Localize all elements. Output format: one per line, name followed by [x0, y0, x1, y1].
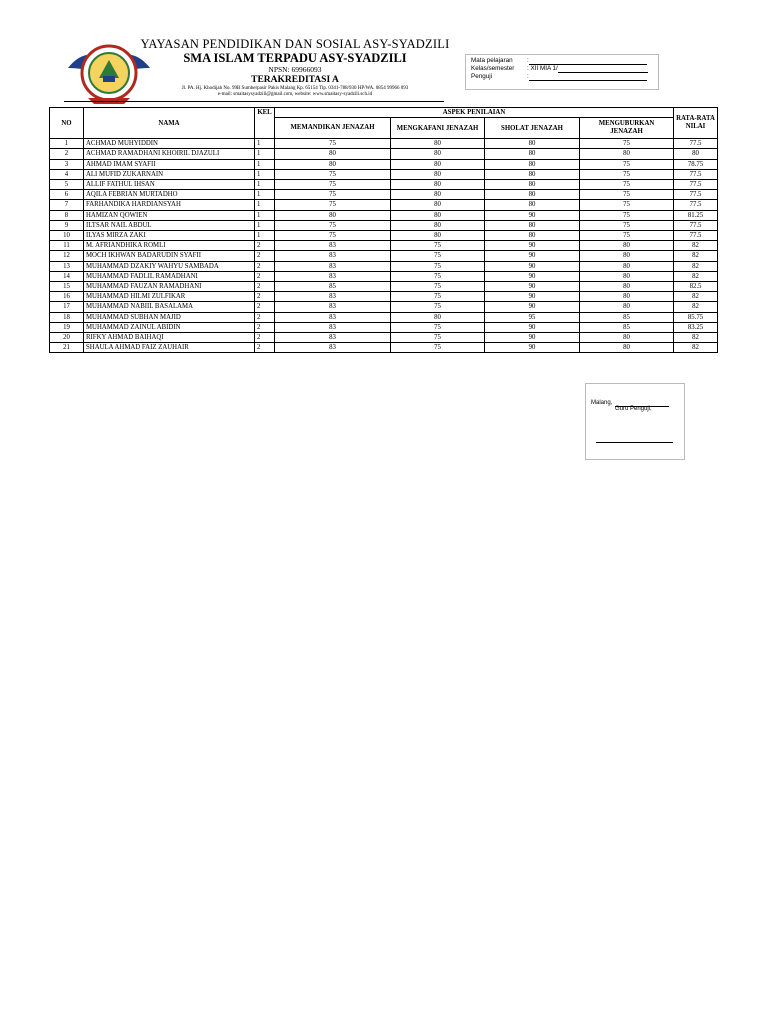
- class-line: [558, 65, 648, 73]
- accreditation: TERAKREDITASI A: [251, 74, 339, 85]
- cell-kel: 1: [255, 149, 275, 159]
- header-nama: NAMA: [84, 108, 255, 139]
- cell-no: 11: [50, 241, 84, 251]
- cell-no: 19: [50, 322, 84, 332]
- cell-sholat: 80: [485, 220, 580, 230]
- letterhead-divider: [64, 101, 444, 102]
- table-row: [50, 220, 718, 230]
- cell-menguburkan: 75: [580, 220, 674, 230]
- cell-mengkafani: 75: [391, 241, 485, 251]
- cell-no: 15: [50, 282, 84, 292]
- cell-memandikan: 75: [275, 231, 391, 241]
- cell-mengkafani: 80: [391, 139, 485, 149]
- cell-menguburkan: 85: [580, 312, 674, 322]
- cell-sholat: 90: [485, 282, 580, 292]
- table-row: [50, 190, 718, 200]
- cell-nama: ALI MUFID ZUKARNAIN: [84, 169, 255, 179]
- cell-nama: MUHAMMAD ZAINUL ABIDIN: [84, 322, 255, 332]
- table-row: [50, 322, 718, 332]
- letterhead: [140, 38, 450, 97]
- cell-menguburkan: 80: [580, 282, 674, 292]
- cell-memandikan: 83: [275, 333, 391, 343]
- cell-mengkafani: 80: [391, 231, 485, 241]
- cell-memandikan: 83: [275, 322, 391, 332]
- header-menguburkan: [580, 118, 674, 139]
- cell-rata: 82: [674, 333, 718, 343]
- address: Jl. PA. Hj. Khodijah No. 99B Sumberpasir Pakis Malang Kp. 65154 Tlp. 0341-788/930 HP/WA. 0854 99966 093: [181, 86, 409, 92]
- cell-mengkafani: 80: [391, 312, 485, 322]
- school-name: SMA ISLAM TERPADU ASY-SYADZILI: [183, 50, 407, 65]
- table-row: [50, 139, 718, 149]
- cell-rata: 82: [674, 271, 718, 281]
- cell-rata: 85.75: [674, 312, 718, 322]
- cell-memandikan: 83: [275, 343, 391, 353]
- cell-menguburkan: 80: [580, 261, 674, 271]
- cell-nama: RIFKY AHMAD BAIHAQI: [84, 333, 255, 343]
- header-mengkafani: MENGKAFANI JENAZAH: [391, 118, 485, 139]
- cell-rata: 78.75: [674, 159, 718, 169]
- cell-kel: 1: [255, 231, 275, 241]
- cell-memandikan: 80: [275, 159, 391, 169]
- table-row: [50, 282, 718, 292]
- cell-memandikan: 75: [275, 200, 391, 210]
- table-row: [50, 159, 718, 169]
- cell-sholat: 90: [485, 322, 580, 332]
- cell-nama: ACHMAD MUHYIDDIN: [84, 139, 255, 149]
- cell-kel: 1: [255, 169, 275, 179]
- cell-mengkafani: 80: [391, 220, 485, 230]
- foundation-name: YAYASAN PENDIDIKAN DAN SOSIAL ASY-SYADZILI: [140, 37, 450, 51]
- cell-no: 6: [50, 190, 84, 200]
- table-row: [50, 169, 718, 179]
- cell-mengkafani: 75: [391, 292, 485, 302]
- cell-mengkafani: 80: [391, 149, 485, 159]
- table-row: [50, 302, 718, 312]
- cell-menguburkan: 75: [580, 180, 674, 190]
- cell-mengkafani: 75: [391, 251, 485, 261]
- cell-nama: MUHAMMAD FADLIL RAMADHANI: [84, 271, 255, 281]
- table-row: [50, 343, 718, 353]
- cell-rata: 82: [674, 343, 718, 353]
- table-row: [50, 210, 718, 220]
- cell-sholat: 80: [485, 180, 580, 190]
- cell-sholat: 90: [485, 333, 580, 343]
- cell-no: 17: [50, 302, 84, 312]
- signature-role: Guru Penguji,: [615, 406, 652, 412]
- cell-menguburkan: 80: [580, 251, 674, 261]
- cell-rata: 77.5: [674, 139, 718, 149]
- header-menguburkan-text: MENGUBURKAN JENAZAH: [598, 119, 655, 136]
- cell-memandikan: 75: [275, 190, 391, 200]
- examiner-row: [471, 73, 653, 81]
- cell-mengkafani: 80: [391, 169, 485, 179]
- cell-kel: 2: [255, 333, 275, 343]
- cell-sholat: 80: [485, 190, 580, 200]
- cell-menguburkan: 80: [580, 292, 674, 302]
- cell-rata: 77.5: [674, 231, 718, 241]
- cell-rata: 82.5: [674, 282, 718, 292]
- table-row: [50, 261, 718, 271]
- cell-memandikan: 75: [275, 180, 391, 190]
- header-rata-text: RATA-RATA NILAI: [676, 114, 715, 131]
- cell-kel: 1: [255, 210, 275, 220]
- cell-mengkafani: 75: [391, 343, 485, 353]
- cell-kel: 1: [255, 180, 275, 190]
- class-label: Kelas/semester: [471, 65, 515, 72]
- cell-memandikan: 75: [275, 169, 391, 179]
- cell-nama: ACHMAD RAMADHANI KHOIRIL DJAZULI: [84, 149, 255, 159]
- cell-rata: 77.5: [674, 180, 718, 190]
- cell-mengkafani: 75: [391, 302, 485, 312]
- cell-no: 20: [50, 333, 84, 343]
- header-memandikan: [275, 118, 391, 139]
- cell-memandikan: 83: [275, 241, 391, 251]
- grades-table: [49, 107, 718, 353]
- cell-nama: MOCH IKHWAN BADARUDIN SYAFII: [84, 251, 255, 261]
- cell-menguburkan: 75: [580, 210, 674, 220]
- cell-memandikan: 80: [275, 149, 391, 159]
- cell-nama: MUHAMMAD FAUZAN RAMADHANI: [84, 282, 255, 292]
- cell-no: 1: [50, 139, 84, 149]
- subject-value: :: [527, 57, 529, 64]
- cell-kel: 1: [255, 220, 275, 230]
- cell-menguburkan: 80: [580, 241, 674, 251]
- cell-no: 14: [50, 271, 84, 281]
- cell-nama: MUHAMMAD NABIIL BASALAMA: [84, 302, 255, 312]
- cell-mengkafani: 80: [391, 210, 485, 220]
- cell-sholat: 90: [485, 292, 580, 302]
- cell-menguburkan: 80: [580, 302, 674, 312]
- cell-kel: 1: [255, 159, 275, 169]
- cell-kel: 2: [255, 292, 275, 302]
- cell-mengkafani: 75: [391, 271, 485, 281]
- cell-nama: MUHAMMAD HILMI ZULFIKAR: [84, 292, 255, 302]
- cell-no: 13: [50, 261, 84, 271]
- cell-kel: 2: [255, 251, 275, 261]
- cell-no: 9: [50, 220, 84, 230]
- cell-menguburkan: 80: [580, 343, 674, 353]
- cell-no: 21: [50, 343, 84, 353]
- signature-city: Malang,: [591, 400, 613, 406]
- header-kel: KEL: [255, 108, 275, 139]
- header-sholat: SHOLAT JENAZAH: [485, 118, 580, 139]
- table-row: [50, 149, 718, 159]
- cell-kel: 2: [255, 282, 275, 292]
- table-row: [50, 231, 718, 241]
- cell-sholat: 90: [485, 210, 580, 220]
- cell-no: 4: [50, 169, 84, 179]
- cell-rata: 82: [674, 251, 718, 261]
- cell-mengkafani: 75: [391, 282, 485, 292]
- cell-sholat: 80: [485, 231, 580, 241]
- table-header-row: [50, 108, 718, 118]
- table-row: [50, 292, 718, 302]
- cell-sholat: 90: [485, 241, 580, 251]
- cell-no: 18: [50, 312, 84, 322]
- cell-mengkafani: 75: [391, 322, 485, 332]
- cell-kel: 1: [255, 139, 275, 149]
- cell-no: 10: [50, 231, 84, 241]
- cell-sholat: 80: [485, 159, 580, 169]
- cell-kel: 2: [255, 271, 275, 281]
- cell-nama: M. AFRIANDHIKA ROMLI: [84, 241, 255, 251]
- cell-kel: 1: [255, 190, 275, 200]
- cell-nama: HAMIZAN QOWIEN: [84, 210, 255, 220]
- cell-no: 7: [50, 200, 84, 210]
- cell-menguburkan: 75: [580, 190, 674, 200]
- cell-menguburkan: 75: [580, 139, 674, 149]
- cell-rata: 82: [674, 261, 718, 271]
- cell-nama: MUHAMMAD SUBHAN MAJID: [84, 312, 255, 322]
- class-value: : XII MIA 1/: [527, 65, 558, 72]
- cell-mengkafani: 80: [391, 180, 485, 190]
- cell-rata: 82: [674, 241, 718, 251]
- cell-menguburkan: 75: [580, 231, 674, 241]
- cell-menguburkan: 80: [580, 149, 674, 159]
- cell-sholat: 90: [485, 261, 580, 271]
- cell-menguburkan: 80: [580, 271, 674, 281]
- cell-memandikan: 83: [275, 302, 391, 312]
- cell-sholat: 90: [485, 302, 580, 312]
- table-row: [50, 333, 718, 343]
- cell-kel: 1: [255, 200, 275, 210]
- cell-memandikan: 83: [275, 261, 391, 271]
- cell-rata: 80: [674, 149, 718, 159]
- table-row: [50, 180, 718, 190]
- cell-no: 16: [50, 292, 84, 302]
- examiner-value: :: [527, 73, 529, 80]
- cell-sholat: 80: [485, 200, 580, 210]
- cell-memandikan: 85: [275, 282, 391, 292]
- cell-rata: 82: [674, 292, 718, 302]
- cell-no: 3: [50, 159, 84, 169]
- subject-row: [471, 57, 653, 65]
- cell-memandikan: 83: [275, 312, 391, 322]
- cell-sholat: 90: [485, 343, 580, 353]
- cell-rata: 77.5: [674, 200, 718, 210]
- cell-nama: ALLIF FATHUL IHSAN: [84, 180, 255, 190]
- cell-menguburkan: 85: [580, 322, 674, 332]
- cell-rata: 83.25: [674, 322, 718, 332]
- cell-menguburkan: 80: [580, 333, 674, 343]
- cell-mengkafani: 80: [391, 190, 485, 200]
- cell-sholat: 90: [485, 251, 580, 261]
- cell-sholat: 80: [485, 139, 580, 149]
- table-row: [50, 241, 718, 251]
- cell-memandikan: 75: [275, 139, 391, 149]
- subject-line: [529, 57, 647, 65]
- cell-mengkafani: 75: [391, 261, 485, 271]
- subject-label: Mata pelajaran: [471, 57, 513, 64]
- table-row: [50, 251, 718, 261]
- cell-nama: ILTSAR NAIL ABDUL: [84, 220, 255, 230]
- cell-no: 8: [50, 210, 84, 220]
- cell-memandikan: 83: [275, 292, 391, 302]
- cell-kel: 2: [255, 322, 275, 332]
- signature-line: [596, 442, 673, 443]
- header-memandikan-text: MEMANDIKAN JENAZAH: [290, 123, 375, 131]
- table-row: [50, 312, 718, 322]
- cell-nama: AQILA FEBRIAN MURTADHO: [84, 190, 255, 200]
- header-no: NO: [50, 108, 84, 139]
- npsn: NPSN: 69966093: [268, 64, 322, 74]
- header-aspek: ASPEK PENILAIAN: [275, 108, 674, 118]
- cell-mengkafani: 80: [391, 159, 485, 169]
- cell-no: 12: [50, 251, 84, 261]
- header-rata: [674, 108, 718, 139]
- signature-box: [585, 383, 685, 460]
- cell-nama: ILYAS MIRZA ZAKI: [84, 231, 255, 241]
- cell-nama: MUHAMMAD DZAKIY WAHYU SAMBADA: [84, 261, 255, 271]
- cell-rata: 77.5: [674, 220, 718, 230]
- info-box: [465, 54, 659, 90]
- cell-rata: 81.25: [674, 210, 718, 220]
- cell-menguburkan: 75: [580, 159, 674, 169]
- cell-no: 5: [50, 180, 84, 190]
- cell-kel: 2: [255, 343, 275, 353]
- cell-no: 2: [50, 149, 84, 159]
- table-row: [50, 271, 718, 281]
- cell-sholat: 90: [485, 271, 580, 281]
- cell-nama: FARHANDIKA HARDIANSYAH: [84, 200, 255, 210]
- cell-rata: 77.5: [674, 190, 718, 200]
- cell-memandikan: 83: [275, 271, 391, 281]
- cell-memandikan: 83: [275, 251, 391, 261]
- cell-rata: 82: [674, 302, 718, 312]
- cell-nama: AHMAD IMAM SYAFII: [84, 159, 255, 169]
- examiner-line: [529, 73, 647, 81]
- cell-rata: 77.5: [674, 169, 718, 179]
- cell-kel: 2: [255, 261, 275, 271]
- cell-menguburkan: 75: [580, 169, 674, 179]
- cell-mengkafani: 80: [391, 200, 485, 210]
- cell-memandikan: 80: [275, 210, 391, 220]
- cell-nama: SHAULA AHMAD FAIZ ZAUHAIR: [84, 343, 255, 353]
- cell-menguburkan: 75: [580, 200, 674, 210]
- cell-sholat: 80: [485, 169, 580, 179]
- cell-sholat: 80: [485, 149, 580, 159]
- table-body: [50, 139, 718, 353]
- class-row: [471, 65, 653, 73]
- cell-mengkafani: 75: [391, 333, 485, 343]
- cell-kel: 2: [255, 241, 275, 251]
- cell-kel: 2: [255, 312, 275, 322]
- table-row: [50, 200, 718, 210]
- contact: e-mail: smaitasysyadzili@gmail.com, website: www.smaitasy-syadzili.sch.id: [217, 91, 373, 97]
- examiner-label: Penguji: [471, 73, 493, 80]
- cell-kel: 2: [255, 302, 275, 312]
- cell-sholat: 95: [485, 312, 580, 322]
- cell-memandikan: 75: [275, 220, 391, 230]
